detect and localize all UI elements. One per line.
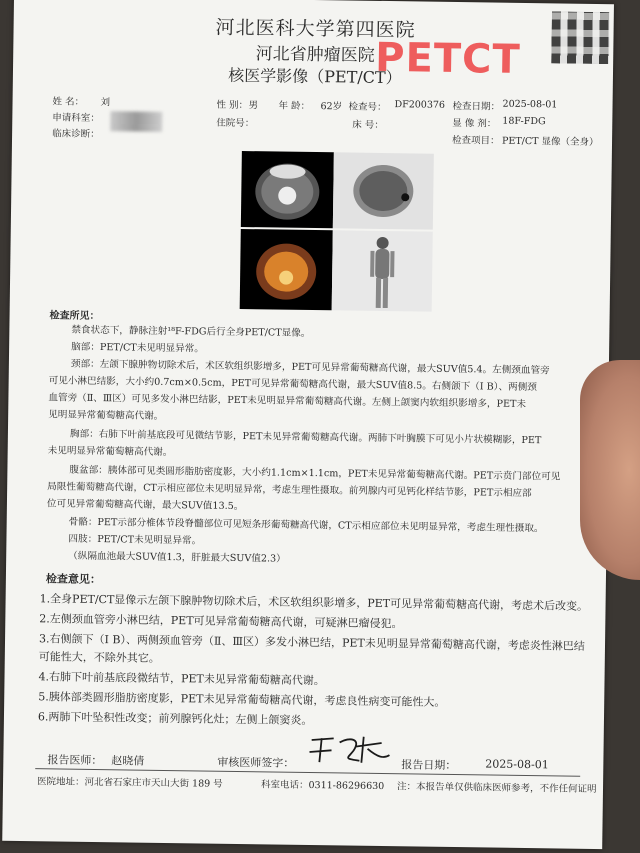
conclusion-item: 4.右肺下叶前基底段微结节，PET未见异常葡萄糖高代谢。 (38, 670, 325, 688)
finding-line: 骨骼：PET示部分椎体节段脊髓部位可见短条形葡萄糖高代谢，CT示相应部位未见明显异常，考虑生理性摄取。 (68, 516, 544, 535)
finding-line: 颈部：左颌下腺肿物切除术后，术区软组织影增多，PET可见异常葡萄糖高代谢，最大SUV值5.4。左侧颈血管旁 (70, 358, 550, 377)
ct-axial-image (241, 151, 334, 228)
finding-line: 血管旁（Ⅱ、Ⅲ区）可见多发小淋巴结影，PET未见明显异常葡萄糖高代谢。左侧上颌窦内软组织影增多，PET未 (48, 392, 527, 410)
sex-value: 男 (248, 100, 259, 112)
exam-date-value: 2025-08-01 (502, 98, 558, 111)
conclusion-item: 2.左侧颈血管旁小淋巴结，PET可见异常葡萄糖高代谢，可疑淋巴瘤侵犯。 (39, 612, 403, 631)
name-value: 刘 (100, 97, 111, 109)
review-doctor-label: 审核医师签字： (217, 755, 295, 770)
applicant-dept-label: 申请科室： (52, 112, 100, 125)
report-doctor-label: 报告医师： (47, 753, 103, 768)
conclusion-item: 3.右侧颌下（Ⅰ B）、两侧颈血管旁（Ⅱ、Ⅲ区）多发小淋巴结，PET未见明显异常葡萄糖高代谢，考虑炎性淋巴结 (38, 632, 585, 653)
finding-line: （纵隔血池最大SUV值1.3，肝脏最大SUV值2.3） (68, 550, 286, 565)
exam-number-label: 检查号： (348, 101, 387, 114)
report-date-label: 报告日期： (401, 758, 457, 773)
holding-hand (580, 360, 640, 580)
finding-line: 四肢：PET/CT未见明显异常。 (68, 533, 202, 547)
mip-whole-body-image (332, 230, 433, 311)
exam-item-label: 检查项目： (451, 134, 500, 147)
exam-date-label: 检查日期： (452, 100, 501, 113)
conclusion-title: 检查意见： (45, 572, 101, 587)
imaging-agent-label: 显 像 剂： (452, 117, 497, 130)
finding-line: 胸部：右肺下叶前基底段可见微结节影，PET未见异常葡萄糖高代谢。两肺下叶胸膜下可见小片状模糊影，PET (69, 428, 542, 447)
sex-label: 性 别： (216, 99, 249, 112)
pet-axial-image (333, 152, 434, 229)
finding-line: 可见小淋巴结影，大小约0.7cm×0.5cm，PET可见异常葡萄糖高代谢，最大SUV值8.5。右侧颌下（Ⅰ B）、两侧颈 (48, 375, 537, 394)
conclusion-item: 可能性大，不除外其它。 (38, 650, 160, 665)
department-title: 核医学影像（PET/CT） (228, 65, 402, 88)
disclaimer-note: 注：本报告单仅供临床医师参考，不作任何证明 (396, 781, 597, 796)
hospital-name-secondary: 河北省肿瘤医院 (255, 44, 375, 66)
age-label: 年 龄： (278, 100, 311, 112)
finding-line: 脑部：PET/CT未见明显异常。 (71, 341, 204, 355)
conclusion-item: 1.全身PET/CT显像示左颌下腺肿物切除术后，术区软组织影增多，PET可见异常葡萄糖高代谢，考虑术后改变。 (39, 592, 589, 613)
findings-title: 检查所见： (49, 310, 100, 323)
report-doctor-name: 赵晓倩 (111, 754, 145, 768)
department-phone: 科室电话：0311-86296630 (260, 779, 385, 793)
conclusion-item: 5.胰体部类圆形脂肪密度影，PET未见异常葡萄糖高代谢，考虑良性病变可能性大。 (38, 690, 446, 709)
finding-line: 禁食状态下，静脉注射¹⁸F-FDG后行全身PET/CT显像。 (71, 324, 311, 339)
report-date-value: 2025-08-01 (485, 757, 549, 772)
finding-line: 腹盆部：胰体部可见类圆形脂肪密度影，大小约1.1cm×1.1cm，PET未见异常葡萄糖高代谢。PET示贲门部位可见 (69, 464, 561, 483)
name-label: 姓 名： (52, 96, 85, 108)
report-paper (2, 0, 614, 849)
finding-line: 见明显异常葡萄糖高代谢。 (48, 409, 164, 422)
hospital-name: 河北医科大学第四医院 (215, 16, 416, 42)
age-value: 62岁 (320, 101, 343, 113)
imaging-agent-value: 18F-FDG (502, 115, 546, 128)
finding-line: 位可见异常葡萄糖高代谢，最大SUV值13.5。 (46, 498, 244, 513)
admission-number-label: 住院号： (216, 117, 255, 130)
handwritten-signature (303, 728, 394, 773)
finding-line: 未见明显异常葡萄糖高代谢。 (47, 445, 173, 459)
conclusion-item: 6.两肺下叶坠积性改变；前列腺钙化灶；左侧上颌窦炎。 (37, 710, 313, 728)
hospital-address: 医院地址：河北省石家庄市天山大街 189 号 (36, 776, 223, 790)
finding-line: 局限性葡萄糖高代谢，CT示相应部位未见明显异常，考虑生理性摄取。前列腺内可见钙化样结节影，PET示相应部 (47, 481, 532, 500)
petct-stamp: PETCT (374, 34, 522, 83)
bed-number-label: 床 号： (352, 119, 384, 131)
report-sheet (24, 0, 599, 844)
clinical-diagnosis-label: 临床诊断： (52, 128, 100, 141)
fusion-axial-image (240, 229, 333, 310)
exam-number-value: DF200376 (394, 99, 446, 111)
redacted-qr-code (551, 11, 610, 64)
redacted-info (110, 111, 162, 132)
exam-item-value: PET/CT 显像（全身） (501, 135, 599, 148)
